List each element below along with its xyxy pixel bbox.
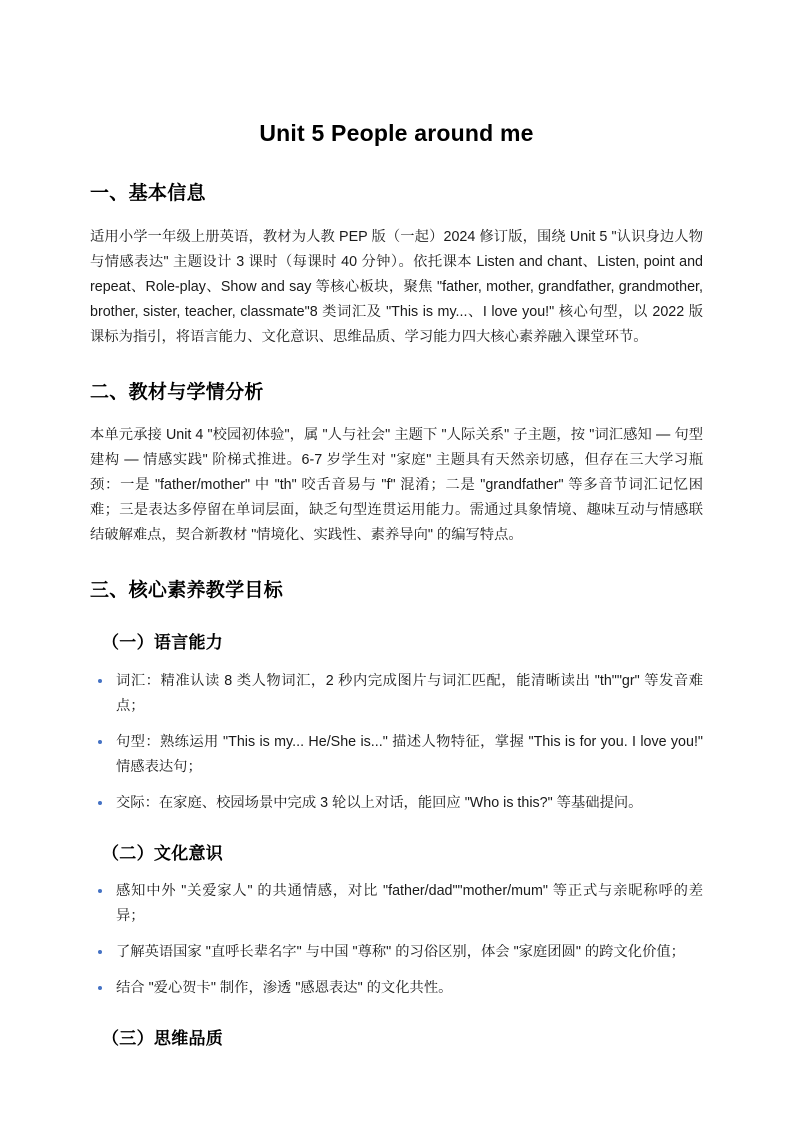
spacer: [90, 816, 703, 842]
bullet-dot-icon: [98, 801, 102, 805]
list-item-text: 了解英语国家 "直呼长辈名字" 与中国 "尊称" 的习俗区别，体会 "家庭团圆" 的跨文化价值；: [116, 944, 685, 961]
section-paragraph-material-analysis: 本单元承接 Unit 4 "校园初体验"，属 "人与社会" 主题下 "人际关系" 子主题，按 "词汇感知 — 句型建构 — 情感实践" 阶梯式推进。6-7 岁学生对 "家庭" 主题具有天然亲切感，但存在三大学习瓶颈：一是 "father/mother" 中 "th" 咬舌音易与 "f" 混淆；二是 "grandfather" 等多音节词汇记忆困难；三是表达多停留在单词层面，缺乏句型连贯运用能力。需通过具象情境、趣味互动与情感联结破解难点，契合新教材 "情境化、实践性、素养导向" 的编写特点。: [90, 427, 703, 544]
bullet-list-language-ability: [90, 669, 703, 816]
spacer: [90, 1001, 703, 1027]
list-item: [90, 940, 703, 965]
list-item-text: 结合 "爱心贺卡" 制作，渗透 "感恩表达" 的文化共性。: [116, 980, 453, 997]
list-item: [90, 976, 703, 1001]
spacer: [90, 655, 703, 669]
spacer: [90, 149, 703, 181]
section-heading-material-analysis: 二、教材与学情分析: [90, 381, 264, 403]
section-paragraph-basic-info: 适用小学一年级上册英语，教材为人教 PEP 版（一起）2024 修订版，围绕 Unit 5 "认识身边人物与情感表达" 主题设计 3 课时（每课时 40 分钟）。依托课本 Listen and chant、Listen, point and repeat、Role-play、Show and say 等核心板块，聚焦 "father, mother, grandfather, grandmother, brother, sister, teacher, classmate"8 类词汇及 "This is my...、I love you!" 核心句型，以 2022 版课标为指引，将语言能力、文化意识、思维品质、学习能力四大核心素养融入课堂环节。: [90, 228, 703, 345]
list-item-text: 感知中外 "关爱家人" 的共通情感，对比 "father/dad""mother/mum" 等正式与亲昵称呼的差异；: [116, 883, 703, 925]
bullet-dot-icon: [98, 986, 102, 990]
page-title: Unit 5 People around me: [259, 120, 534, 146]
section-heading-basic-info: 一、基本信息: [90, 183, 206, 205]
bullet-dot-icon: [98, 740, 102, 744]
spacer: [90, 865, 703, 879]
document-content: [90, 0, 703, 1051]
list-item: [90, 730, 703, 780]
subsection-heading-cultural-awareness: （二）文化意识: [102, 843, 224, 863]
bullet-dot-icon: [98, 950, 102, 954]
spacer: [90, 605, 703, 631]
list-item: [90, 879, 703, 929]
list-item: [90, 791, 703, 816]
section-heading-core-literacy-goals: 三、核心素养教学目标: [90, 580, 284, 602]
bullet-list-cultural-awareness: [90, 879, 703, 1001]
spacer: [90, 548, 703, 578]
list-item-text: 交际：在家庭、校园场景中完成 3 轮以上对话，能回应 "Who is this?" 等基础提问。: [116, 794, 643, 811]
list-item: [90, 669, 703, 719]
spacer: [90, 350, 703, 380]
spacer: [90, 406, 703, 423]
spacer: [90, 208, 703, 225]
subsection-heading-thinking-quality: （三）思维品质: [102, 1029, 224, 1049]
list-item-text: 句型：熟练运用 "This is my... He/She is..." 描述人物特征，掌握 "This is for you. I love you!" 情感表达句；: [116, 733, 703, 775]
subsection-heading-language-ability: （一）语言能力: [102, 632, 224, 652]
bullet-dot-icon: [98, 679, 102, 683]
list-item-text: 词汇：精准认读 8 类人物词汇，2 秒内完成图片与词汇匹配，能清晰读出 "th""gr" 等发音难点；: [116, 672, 703, 714]
bullet-dot-icon: [98, 889, 102, 893]
